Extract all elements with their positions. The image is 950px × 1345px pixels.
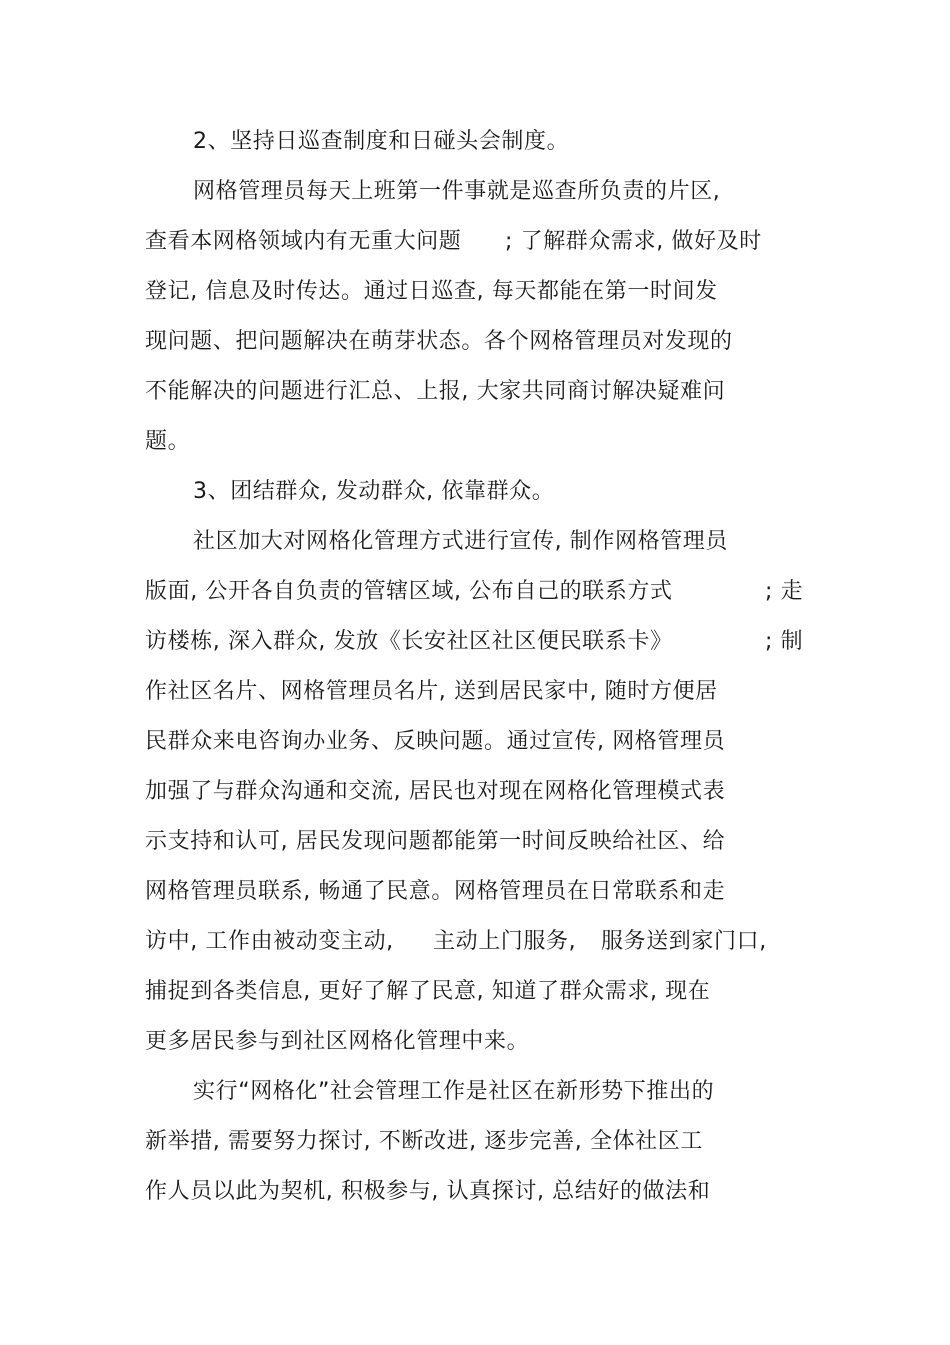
text-run: 版面, 公开各自负责的管辖区域, 公布自己的联系方式 bbox=[145, 579, 673, 604]
text-run: 访楼栋, 深入群众, 发放《长安社区社区便民联系卡》 bbox=[145, 629, 673, 654]
text-run: 网格管理员联系, 畅通了民意。网格管理员在日常联系和走 bbox=[145, 879, 726, 904]
text-run: ; 了解群众需求, 做好及时 bbox=[505, 229, 762, 254]
text-run: 现问题、把问题解决在萌芽状态。各个网格管理员对发现的 bbox=[145, 329, 733, 354]
text-run: 作社区名片、网格管理员名片, 送到居民家中, 随时方便居 bbox=[145, 679, 718, 704]
text-run: 民群众来电咨询办业务、反映问题。通过宣传, 网格管理员 bbox=[145, 729, 726, 754]
text-run: 登记, 信息及时传达。通过日巡查, 每天都能在第一时间发 bbox=[145, 279, 718, 304]
text-run: 题。 bbox=[145, 429, 191, 454]
text-run: 2、坚持日巡查制度和日碰头会制度。 bbox=[193, 129, 570, 154]
text-run: 社区加大对网格化管理方式进行宣传, 制作网格管理员 bbox=[193, 529, 728, 554]
text-run: 服务送到家门口, bbox=[601, 929, 767, 954]
text-run: 3、团结群众, 发动群众, 依靠群众。 bbox=[193, 479, 555, 504]
text-run: 更多居民参与到社区网格化管理中来。 bbox=[145, 1029, 530, 1054]
text-run: ; 走 bbox=[765, 579, 804, 604]
text-run: 网格管理员每天上班第一件事就是巡查所负责的片区, bbox=[193, 179, 721, 204]
text-run: 不能解决的问题进行汇总、上报, 大家共同商讨解决疑难问 bbox=[145, 379, 726, 404]
text-run: 主动上门服务, bbox=[433, 929, 577, 954]
text-run: 示支持和认可, 居民发现问题都能第一时间反映给社区、给 bbox=[145, 829, 726, 854]
text-run: 新举措, 需要努力探讨, 不断改进, 逐步完善, 全体社区工 bbox=[145, 1129, 703, 1154]
text-run: 作人员以此为契机, 积极参与, 认真探讨, 总结好的做法和 bbox=[145, 1179, 711, 1204]
text-run: 捕捉到各类信息, 更好了解了民意, 知道了群众需求, 现在 bbox=[145, 979, 711, 1004]
text-run: 查看本网格领域内有无重大问题 bbox=[145, 229, 462, 254]
text-run: ; 制 bbox=[765, 629, 804, 654]
text-run: 访中, 工作由被动变主动, bbox=[145, 929, 394, 954]
text-run: 加强了与群众沟通和交流, 居民也对现在网格化管理模式表 bbox=[145, 779, 726, 804]
text-run: 实行“网格化”社会管理工作是社区在新形势下推出的 bbox=[193, 1079, 715, 1104]
